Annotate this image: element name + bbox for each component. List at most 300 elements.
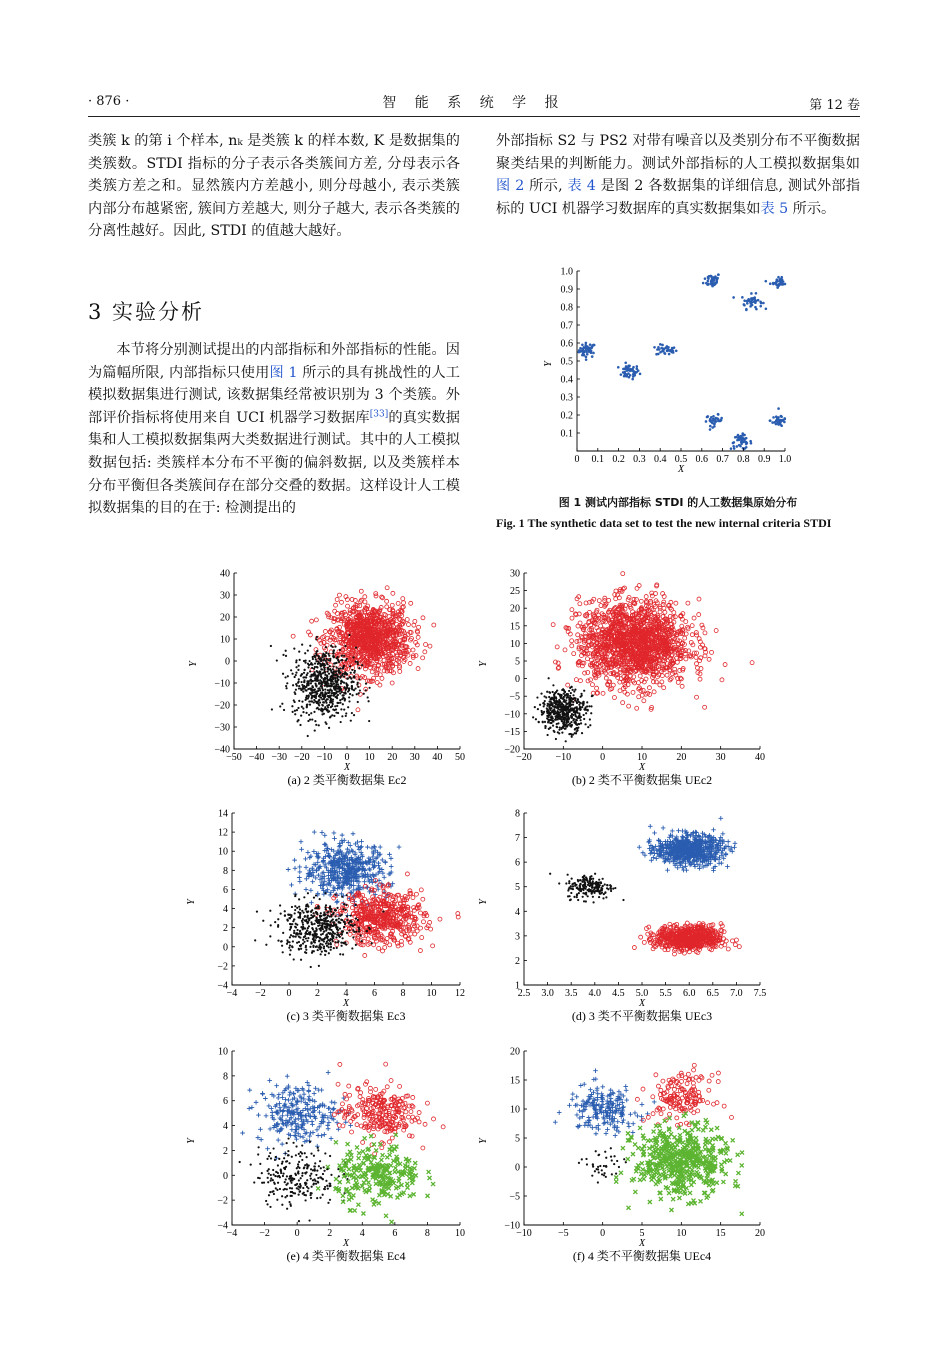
data-point (776, 280, 779, 283)
y-tick-label: −15 (504, 726, 520, 738)
scatter-plot-fig1 (543, 267, 791, 476)
data-point (338, 690, 340, 692)
data-point (556, 726, 558, 728)
data-point (563, 692, 565, 694)
data-point (762, 302, 765, 305)
data-point (639, 373, 642, 376)
data-point (570, 616, 574, 620)
data-point (348, 700, 350, 702)
data-point (585, 342, 588, 345)
data-point (586, 345, 589, 348)
data-point (325, 723, 327, 725)
data-point (345, 715, 347, 717)
data-point (341, 698, 343, 700)
data-point (571, 734, 573, 736)
data-point (287, 675, 289, 677)
data-point (339, 702, 341, 704)
data-point (587, 709, 589, 711)
data-point (301, 701, 303, 703)
y-tick-label: 0.8 (560, 302, 573, 314)
x-tick-label: 50 (455, 752, 465, 763)
data-point (428, 644, 432, 648)
data-point (344, 645, 346, 647)
data-point (397, 845, 402, 850)
figure-2-link[interactable]: 图 2 (496, 178, 525, 195)
data-point (717, 413, 720, 416)
data-point (714, 629, 718, 633)
data-point (338, 671, 340, 673)
data-point (569, 687, 571, 689)
data-point (588, 705, 590, 707)
data-point (330, 685, 332, 687)
data-point (332, 836, 337, 841)
y-tick-label: 30 (220, 590, 230, 602)
data-point (326, 671, 328, 673)
data-point (554, 712, 556, 714)
data-point (580, 716, 582, 718)
data-point (357, 686, 359, 688)
data-point (664, 352, 667, 355)
data-point (585, 351, 588, 354)
x-tick-label: 0.2 (612, 454, 625, 465)
data-point (577, 727, 579, 729)
data-point (331, 646, 333, 648)
data-point (295, 674, 297, 676)
x-axis-label: X (677, 464, 685, 475)
data-point (549, 692, 551, 694)
data-point (339, 692, 341, 694)
data-point (558, 706, 560, 708)
data-point (387, 852, 392, 857)
data-point (270, 645, 272, 647)
y-tick-label: −10 (214, 678, 230, 690)
data-point (366, 937, 370, 941)
data-point (351, 669, 353, 671)
data-point (309, 900, 314, 905)
data-point (298, 879, 303, 884)
data-point (631, 690, 635, 694)
figure-1-link[interactable]: 图 1 (269, 364, 298, 381)
data-point (406, 623, 410, 627)
data-point (319, 701, 321, 703)
data-point (320, 668, 322, 670)
data-points (254, 830, 460, 968)
data-point (583, 708, 585, 710)
data-point (547, 721, 549, 723)
data-point (303, 685, 305, 687)
data-point (777, 284, 780, 287)
data-point (297, 870, 302, 875)
data-point (312, 658, 314, 660)
data-point (665, 673, 669, 677)
data-point (585, 657, 589, 661)
data-point (702, 282, 705, 285)
page-number: · 876 · (88, 94, 130, 109)
y-tick-label: 5 (515, 656, 520, 668)
data-point (569, 705, 571, 707)
x-tick-label: 0.3 (633, 454, 646, 465)
data-point (325, 683, 327, 685)
data-point (299, 839, 304, 844)
data-point (315, 697, 317, 699)
data-point (695, 695, 699, 699)
data-point (347, 886, 352, 891)
data-point (325, 652, 327, 654)
data-point (370, 670, 374, 674)
data-point (300, 715, 302, 717)
data-point (319, 672, 321, 674)
paragraph-1: 类簇 k 的第 i 个样本, nₖ 是类簇 k 的样本数, K 是数据集的类簇数。STDI 指标的分子表示各类簇间方差, 分母表示各类簇方差之和。显然簇内方差越小, 则分母越小, 表示类簇内部分布越紧密, 簇间方差越大, 则分子越大, 表示各类簇的分离性越好。因此, STDI 的值越大越好。 (88, 133, 460, 240)
data-point (318, 708, 320, 710)
data-point (298, 687, 300, 689)
data-point (329, 701, 331, 703)
data-point (327, 689, 329, 691)
data-point (323, 658, 325, 660)
data-point (580, 693, 582, 695)
data-point (571, 736, 573, 738)
scatter-plot-b (478, 569, 765, 788)
data-point (781, 283, 784, 286)
data-point (349, 676, 351, 678)
data-point (301, 643, 303, 645)
data-point (333, 662, 335, 664)
data-point (629, 368, 632, 371)
data-point (585, 712, 587, 714)
data-point (329, 665, 331, 667)
data-point (574, 689, 576, 691)
y-tick-label: 0.4 (560, 374, 573, 386)
data-point (582, 346, 585, 349)
data-point (540, 693, 542, 695)
data-point (334, 646, 336, 648)
data-point (585, 358, 588, 361)
data-point (333, 688, 335, 690)
data-point (396, 601, 400, 605)
data-point (668, 353, 671, 356)
data-point (553, 697, 555, 699)
data-point (365, 682, 367, 684)
data-point (316, 636, 318, 638)
data-point (418, 926, 422, 930)
data-point (570, 708, 572, 710)
data-point (760, 302, 763, 305)
data-point (636, 365, 639, 368)
data-point (346, 685, 348, 687)
data-points (270, 586, 436, 737)
data-point (361, 664, 363, 666)
data-point (315, 652, 317, 654)
data-point (654, 680, 658, 684)
data-point (755, 292, 758, 295)
data-point (358, 678, 360, 680)
data-point (563, 706, 565, 708)
data-point (310, 619, 314, 623)
data-point (591, 695, 593, 697)
data-point (708, 275, 711, 278)
data-point (776, 417, 779, 420)
data-point (326, 681, 328, 683)
x-axis-label: X (343, 762, 351, 773)
data-point (333, 655, 335, 657)
x-tick-label: 40 (755, 752, 765, 763)
data-point (342, 703, 344, 705)
data-point (328, 655, 330, 657)
data-point (322, 689, 324, 691)
data-point (570, 639, 574, 643)
data-point (544, 721, 546, 723)
data-point (549, 727, 551, 729)
data-point (385, 586, 389, 590)
data-point (323, 678, 325, 680)
data-point (357, 682, 359, 684)
data-point (390, 603, 394, 607)
data-point (303, 857, 308, 862)
data-point (323, 671, 325, 673)
data-point (372, 845, 377, 850)
data-point (343, 708, 345, 710)
data-point (307, 666, 309, 668)
data-point (321, 692, 323, 694)
data-point (323, 698, 325, 700)
data-point (313, 711, 315, 713)
data-point (705, 420, 708, 423)
data-point (710, 281, 713, 284)
data-point (332, 831, 337, 836)
data-point (332, 672, 334, 674)
data-point (563, 700, 565, 702)
data-point (424, 643, 428, 647)
data-point (303, 672, 305, 674)
y-tick-label: 0.9 (560, 284, 573, 296)
data-point (663, 610, 667, 614)
data-point (337, 844, 342, 849)
data-point (327, 668, 329, 670)
data-point (554, 710, 556, 712)
data-point (311, 718, 313, 720)
data-point (359, 589, 363, 593)
data-point (552, 720, 554, 722)
data-point (298, 665, 300, 667)
x-tick-label: 0.4 (653, 454, 667, 465)
data-point (276, 659, 278, 661)
x-tick-label: −30 (271, 752, 288, 763)
data-point (291, 634, 295, 638)
data-point (558, 701, 560, 703)
data-point (713, 422, 716, 425)
data-point (333, 695, 335, 697)
data-point (309, 703, 311, 705)
data-point (354, 687, 356, 689)
data-point (339, 699, 341, 701)
data-point (745, 437, 748, 440)
data-point (299, 724, 301, 726)
data-point (412, 623, 416, 627)
data-point (733, 447, 736, 450)
data-point (316, 650, 318, 652)
data-point (743, 303, 746, 306)
data-point (732, 296, 735, 299)
data-point (570, 697, 572, 699)
data-point (309, 675, 311, 677)
data-point (549, 719, 551, 721)
data-point (388, 943, 392, 947)
data-point (709, 425, 712, 428)
data-point (692, 616, 696, 620)
data-point (334, 677, 336, 679)
data-point (316, 692, 318, 694)
data-point (286, 682, 288, 684)
data-point (586, 701, 588, 703)
data-point (329, 699, 331, 701)
data-point (715, 280, 718, 283)
table-5-link[interactable]: 表 5 (760, 200, 789, 217)
data-point (353, 689, 355, 691)
data-point (559, 711, 561, 713)
data-point (552, 725, 554, 727)
data-point (583, 701, 585, 703)
data-point (611, 683, 615, 687)
data-point (547, 710, 549, 712)
data-point (385, 599, 389, 603)
data-point (745, 309, 748, 312)
data-point (376, 861, 381, 866)
journal-title: 智 能 系 统 学 报 (382, 95, 566, 111)
data-point (546, 691, 548, 693)
y-tick-label: 25 (510, 586, 520, 598)
data-point (285, 685, 287, 687)
data-point (308, 664, 310, 666)
data-point (599, 604, 603, 608)
data-point (635, 706, 639, 710)
x-tick-label: 0.9 (757, 454, 771, 465)
x-tick-label: 0 (574, 454, 580, 465)
data-point (314, 720, 316, 722)
data-point (625, 365, 628, 368)
data-point (314, 688, 316, 690)
data-point (329, 694, 331, 696)
data-point (583, 718, 585, 720)
data-point (290, 669, 292, 671)
data-point (332, 692, 334, 694)
data-point (334, 705, 336, 707)
data-point (303, 681, 305, 683)
data-point (285, 655, 287, 657)
data-point (582, 352, 585, 355)
data-point (333, 609, 337, 613)
data-point (335, 899, 340, 904)
data-point (741, 438, 744, 441)
table-4-link[interactable]: 表 4 (567, 178, 596, 195)
data-point (332, 698, 334, 700)
data-point (381, 596, 385, 600)
data-point (734, 436, 737, 439)
data-point (334, 900, 339, 905)
data-point (584, 723, 586, 725)
data-point (309, 670, 311, 672)
data-point (292, 858, 297, 863)
data-point (409, 601, 413, 605)
data-point (572, 714, 574, 716)
data-point (772, 416, 775, 419)
data-point (302, 676, 304, 678)
data-point (574, 678, 578, 682)
data-point (565, 725, 567, 727)
data-point (310, 682, 312, 684)
data-point (574, 706, 576, 708)
data-point (308, 714, 310, 716)
data-point (408, 661, 412, 665)
rc-text-b: 所示, (524, 178, 568, 195)
data-point (325, 702, 327, 704)
data-point (328, 685, 330, 687)
data-point (749, 305, 752, 308)
data-point (325, 655, 327, 657)
x-tick-label: 30 (715, 752, 726, 763)
data-point (612, 696, 616, 700)
data-point (595, 686, 599, 690)
citation-33[interactable]: [33] (369, 409, 389, 420)
data-point (555, 645, 559, 649)
data-point (337, 675, 339, 677)
data-point (337, 702, 339, 704)
data-point (301, 706, 303, 708)
data-point (690, 633, 694, 637)
data-point (588, 678, 592, 682)
data-point (604, 676, 608, 680)
y-tick-label: 0 (515, 674, 520, 686)
data-point (657, 346, 660, 349)
data-point (413, 932, 417, 936)
data-point (559, 693, 561, 695)
data-point (326, 704, 328, 706)
data-point (579, 349, 582, 352)
data-point (413, 619, 417, 623)
data-point (414, 892, 418, 896)
data-point (282, 654, 284, 656)
data-point (335, 670, 337, 672)
data-point (555, 718, 557, 720)
data-point (295, 659, 297, 661)
data-point (363, 693, 365, 695)
data-point (334, 686, 336, 688)
data-point (327, 691, 329, 693)
data-point (300, 681, 302, 683)
y-tick-label: 0.6 (560, 338, 573, 350)
data-point (418, 949, 422, 953)
data-point (349, 665, 351, 667)
data-point (304, 887, 309, 892)
data-point (765, 307, 768, 310)
y-tick-label: 15 (510, 621, 520, 633)
data-point (294, 676, 296, 678)
data-point (328, 673, 330, 675)
data-point (569, 723, 571, 725)
data-point (340, 708, 342, 710)
x-tick-label: 0.5 (674, 454, 688, 465)
data-point (740, 441, 743, 444)
x-tick-label: 40 (432, 752, 443, 763)
data-point (577, 698, 579, 700)
data-point (683, 636, 687, 640)
data-point (321, 684, 323, 686)
y-tick-label: 30 (510, 568, 520, 580)
data-point (567, 693, 569, 695)
volume-label: 第 12 卷 (809, 98, 860, 113)
data-point (315, 658, 317, 660)
data-point (625, 375, 628, 378)
data-point (332, 703, 334, 705)
x-tick-label: 20 (387, 752, 398, 763)
